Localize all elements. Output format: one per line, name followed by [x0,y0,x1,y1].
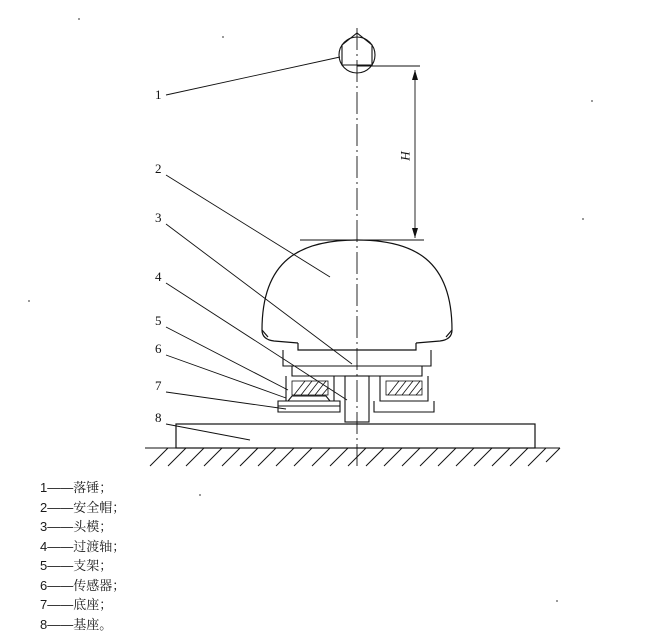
callout-6: 6 [155,341,162,356]
list-item: 4——过渡轴； [40,538,126,554]
sensor-base-shape [278,396,340,412]
scan-speck [28,300,30,302]
ground-hatching [145,448,560,466]
bracket-shape-right [380,376,428,401]
callout-1: 1 [155,87,162,102]
list-item: 8——基座。 [40,616,113,632]
callout-3: 3 [155,210,162,225]
scan-speck [556,600,558,602]
list-item: 3——头模； [40,519,113,534]
list-item: 6——传感器； [40,577,126,593]
callout-4: 4 [155,269,162,284]
callout-7: 7 [155,378,162,393]
scan-speck [222,36,224,38]
list-item: 2——安全帽； [40,499,126,515]
list-item: 1——落锤； [40,480,113,495]
list-item: 5——支架； [40,558,113,573]
scan-speck [78,18,80,20]
callout-2: 2 [155,161,162,176]
callout-5: 5 [155,313,162,328]
sensor-hatch-right [386,381,422,395]
sensor-hatch-left [292,381,328,395]
scan-speck [582,218,584,220]
list-item: 7——底座； [40,597,113,612]
base-plate-right-shape [374,401,434,412]
scan-speck [591,100,593,102]
leader-lines [166,57,352,440]
callout-8: 8 [155,410,162,425]
legend-list [40,478,270,634]
dimension-label-h: H [397,151,413,161]
